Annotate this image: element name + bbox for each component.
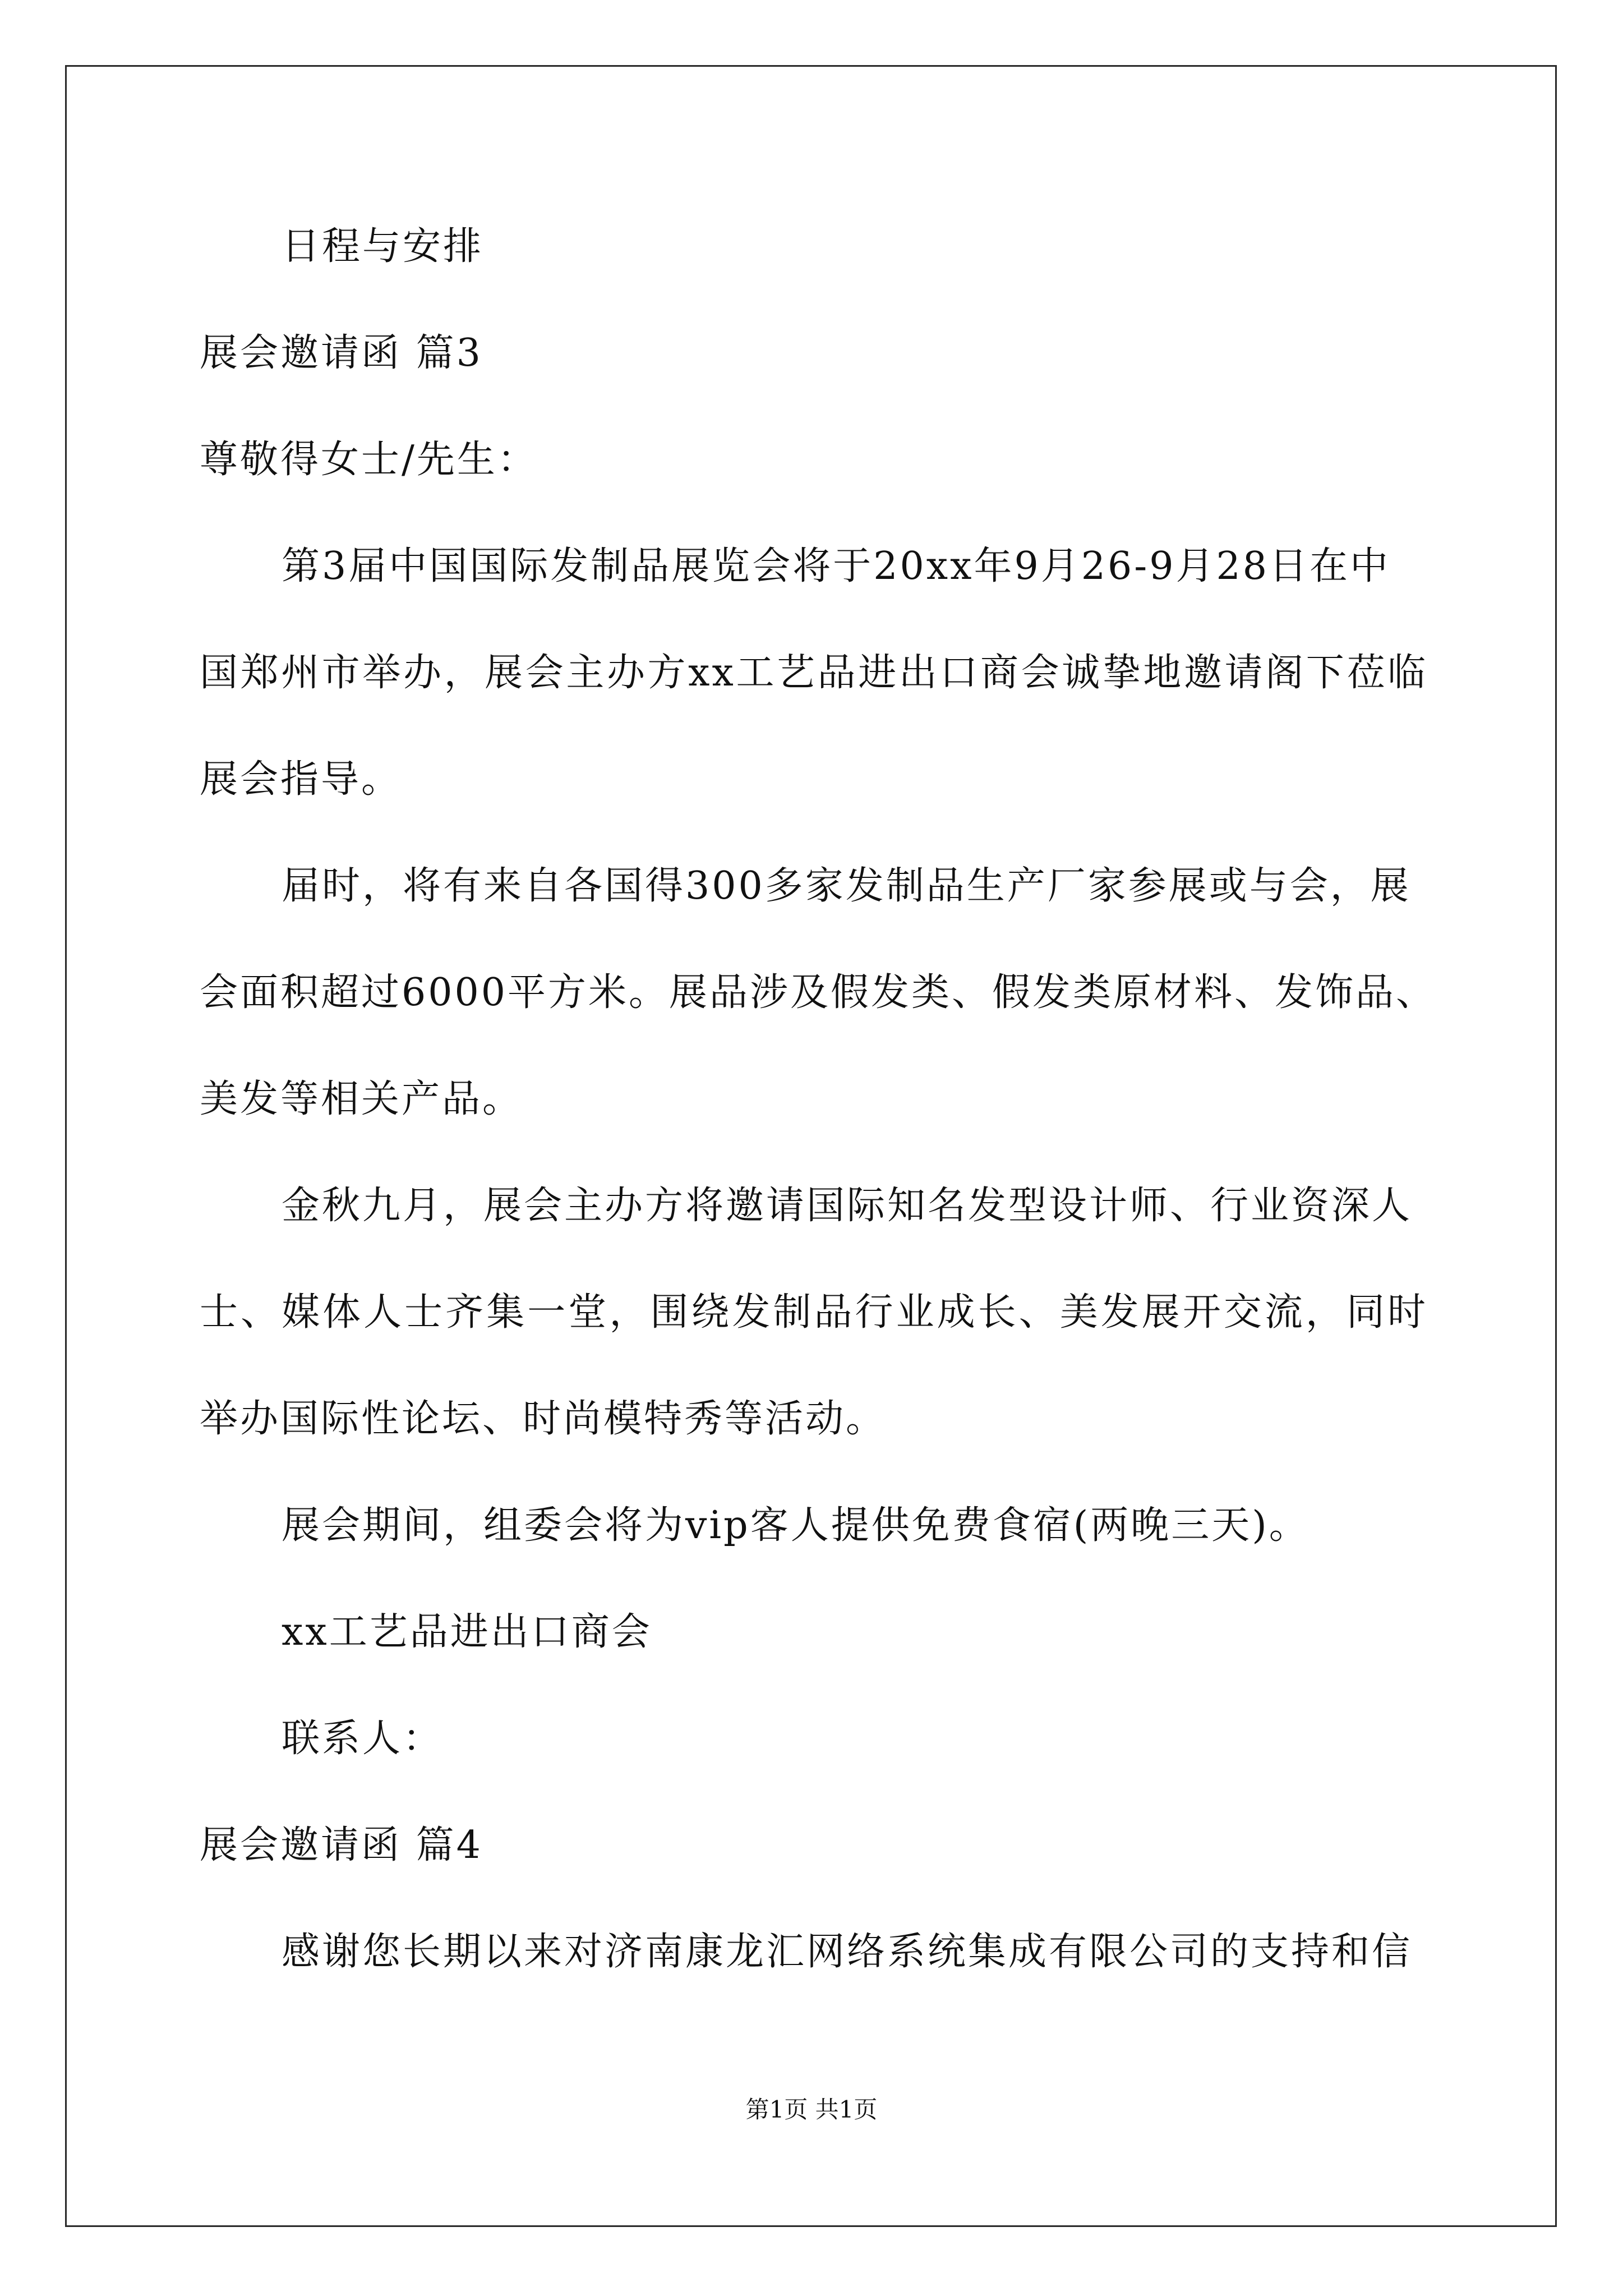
body-line: 国郑州市举办，展会主办方xx工艺品进出口商会诚挚地邀请阁下莅临 xyxy=(200,651,1428,695)
signature-organization: xx工艺品进出口商会 xyxy=(282,1610,652,1654)
body-line: 展会期间，组委会将为vip客人提供免费食宿(两晚三天)。 xyxy=(282,1503,1310,1548)
body-line: 展会指导。 xyxy=(200,757,402,802)
page-footer: 第1页 共1页 xyxy=(745,2096,878,2123)
body-line: 感谢您长期以来对济南康龙汇网络系统集成有限公司的支持和信 xyxy=(282,1930,1413,1974)
body-line: 第3届中国国际发制品展览会将于20xx年9月26-9月28日在中 xyxy=(282,544,1391,588)
body-line: 金秋九月，展会主办方将邀请国际知名发型设计师、行业资深人 xyxy=(282,1184,1413,1228)
section-heading: 展会邀请函 篇4 xyxy=(200,1823,483,1867)
body-line: 届时，将有来自各国得300多家发制品生产厂家参展或与会，展 xyxy=(282,864,1411,908)
body-line: 美发等相关产品。 xyxy=(200,1077,523,1121)
section-heading: 展会邀请函 篇3 xyxy=(200,331,483,375)
body-line: 士、媒体人士齐集一堂，围绕发制品行业成长、美发展开交流，同时 xyxy=(200,1290,1428,1335)
page-border xyxy=(65,65,1557,2227)
contact-label: 联系人： xyxy=(282,1717,444,1761)
body-line: 会面积超过6000平方米。展品涉及假发类、假发类原材料、发饰品、 xyxy=(200,970,1437,1015)
body-line: 举办国际性论坛、时尚模特秀等活动。 xyxy=(200,1397,887,1441)
section-tail-heading: 日程与安排 xyxy=(282,224,484,269)
salutation: 尊敬得女士/先生： xyxy=(200,438,538,482)
